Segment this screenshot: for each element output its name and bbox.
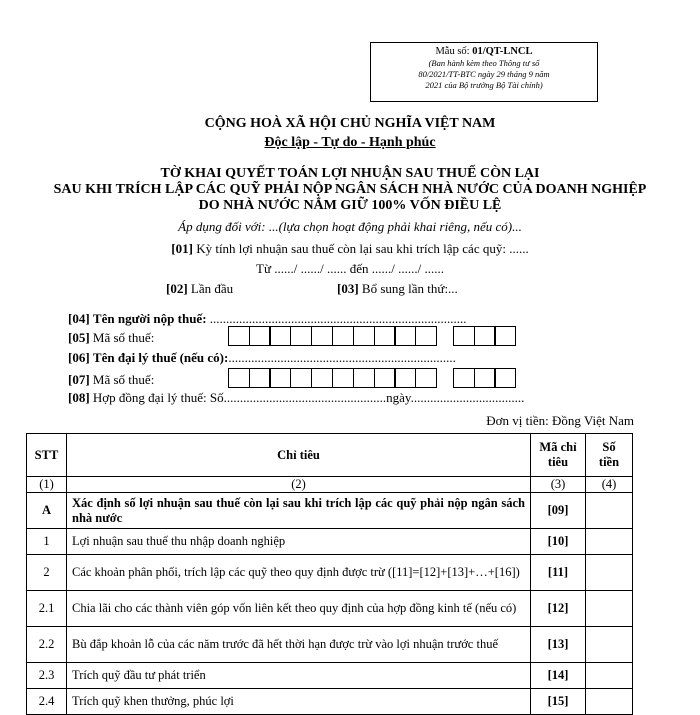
agent-name-field[interactable] — [68, 350, 456, 366]
digit-box[interactable] — [494, 326, 516, 346]
field-code: [08] — [68, 390, 90, 405]
row-amount-cell[interactable] — [586, 591, 633, 627]
digit-box[interactable] — [290, 368, 312, 388]
supplement-code: [03] — [337, 281, 359, 296]
row-text: Bù đắp khoản lỗ của các năm trước đã hết thời hạn được trừ vào lợi nhuận trước thuế — [67, 627, 531, 663]
col-number: (1) — [27, 477, 67, 493]
form-note-line: 2021 của Bộ trưởng Bộ Tài chính) — [425, 80, 543, 90]
form-code-label: Mẫu số: — [435, 46, 470, 57]
digit-box[interactable] — [474, 368, 496, 388]
row-text: Các khoản phân phối, trích lập các quỹ theo quy định được trừ ([11]=[12]+[13]+…+[16]) — [67, 555, 531, 591]
digit-box[interactable] — [453, 368, 475, 388]
row-stt: A — [27, 493, 67, 529]
header-amount: Số tiền — [586, 434, 633, 477]
row-code: [14] — [531, 663, 586, 689]
supplement-label: Bổ sung lần thứ:... — [361, 281, 458, 296]
col-number: (2) — [67, 477, 531, 493]
field-label: Mã số thuế: — [92, 372, 155, 387]
digit-box[interactable] — [353, 368, 375, 388]
digit-box[interactable] — [394, 326, 416, 346]
row-amount-cell[interactable] — [586, 689, 633, 715]
first-time-label: Lần đầu — [190, 281, 234, 296]
digit-box[interactable] — [269, 326, 291, 346]
row-text: Trích quỹ đầu tư phát triển — [67, 663, 531, 689]
form-code — [371, 46, 597, 58]
form-code-value: 01/QT-LNCL — [472, 46, 533, 57]
currency-unit: Đơn vị tiền: Đồng Việt Nam — [486, 413, 634, 428]
row-code: [12] — [531, 591, 586, 627]
title-line-1: TỜ KHAI QUYẾT TOÁN LỢI NHUẬN SAU THUẾ CÒN LẠI — [160, 166, 540, 181]
row-amount-cell[interactable] — [586, 663, 633, 689]
digit-box[interactable] — [415, 326, 437, 346]
row-stt: 2.4 — [27, 689, 67, 715]
col-number: (4) — [586, 477, 633, 493]
digit-box[interactable] — [311, 326, 333, 346]
header-stt: STT — [27, 434, 67, 477]
taxpayer-tin-label — [68, 330, 154, 346]
table-row — [27, 493, 633, 529]
col-number: (3) — [531, 477, 586, 493]
field-dots: ............................................................................... — [206, 311, 467, 326]
field-label: Mã số thuế: — [92, 330, 155, 345]
apply-note: Áp dụng đối với: ...(lựa chọn hoạt động phải khai riêng, nếu có)... — [178, 219, 522, 234]
national-name: CỘNG HOÀ XÃ HỘI CHỦ NGHĨA VIỆT NAM — [204, 116, 496, 131]
row-stt: 2.2 — [27, 627, 67, 663]
digit-box[interactable] — [311, 368, 333, 388]
table-row — [27, 529, 633, 555]
digit-box[interactable] — [374, 326, 396, 346]
period-line — [0, 241, 700, 257]
digit-box[interactable] — [332, 368, 354, 388]
row-code: [10] — [531, 529, 586, 555]
taxpayer-name-field[interactable] — [68, 311, 467, 327]
row-amount-cell[interactable] — [586, 555, 633, 591]
table-row — [27, 627, 633, 663]
first-time-code: [02] — [166, 281, 188, 296]
digit-box[interactable] — [474, 326, 496, 346]
field-label: Tên đại lý thuế (nếu có): — [92, 350, 229, 365]
row-stt: 2 — [27, 555, 67, 591]
digit-box[interactable] — [269, 368, 291, 388]
field-label: Hợp đồng đại lý thuế: Số — [92, 390, 224, 405]
header-code: Mã chỉ tiêu — [531, 434, 586, 477]
form-note-line: 80/2021/TT-BTC ngày 29 tháng 9 năm — [418, 69, 550, 79]
table-header-row — [27, 434, 633, 477]
field-code: [04] — [68, 311, 90, 326]
field-label: Tên người nộp thuế: — [92, 311, 207, 326]
row-stt: 2.1 — [27, 591, 67, 627]
table-row — [27, 591, 633, 627]
national-motto-wrap — [0, 133, 700, 151]
digit-box[interactable] — [228, 326, 250, 346]
row-text: Trích quỹ khen thưởng, phúc lợi — [67, 689, 531, 715]
digit-box[interactable] — [228, 368, 250, 388]
agent-branch-boxes[interactable] — [454, 368, 516, 388]
digit-box[interactable] — [332, 326, 354, 346]
national-motto: Độc lập - Tự do - Hạnh phúc — [264, 135, 436, 150]
period-text: Kỳ tính lợi nhuận sau thuế còn lại sau khi trích lập các quỹ: ...... — [196, 241, 529, 256]
digit-box[interactable] — [415, 368, 437, 388]
table-row — [27, 689, 633, 715]
row-code: [09] — [531, 493, 586, 529]
row-text: Lợi nhuận sau thuế thu nhập doanh nghiệp — [67, 529, 531, 555]
digit-box[interactable] — [290, 326, 312, 346]
agent-tin-boxes[interactable] — [229, 368, 437, 388]
row-code: [15] — [531, 689, 586, 715]
row-code: [11] — [531, 555, 586, 591]
form-note-line: (Ban hành kèm theo Thông tư số — [428, 58, 540, 68]
taxpayer-tin-boxes[interactable] — [229, 326, 437, 346]
row-stt: 2.3 — [27, 663, 67, 689]
taxpayer-branch-boxes[interactable] — [454, 326, 516, 346]
row-amount-cell[interactable] — [586, 529, 633, 555]
table-row — [27, 555, 633, 591]
settlement-table — [26, 433, 633, 715]
field-dots: ..................................................ngày................................... — [223, 390, 525, 405]
row-amount-cell[interactable] — [586, 493, 633, 529]
row-stt: 1 — [27, 529, 67, 555]
table-row — [27, 663, 633, 689]
first-time-option[interactable] — [166, 281, 233, 297]
row-amount-cell[interactable] — [586, 627, 633, 663]
form-code-box — [370, 42, 598, 102]
period-range: Từ ....../ ....../ ...... đến ....../ ....../ ...... — [256, 261, 444, 276]
title-line-2: SAU KHI TRÍCH LẬP CÁC QUỸ PHẢI NỘP NGÂN SÁCH NHÀ NƯỚC CỦA DOANH NGHIỆP — [53, 182, 647, 197]
field-code: [06] — [68, 350, 90, 365]
header-indicator: Chỉ tiêu — [67, 434, 531, 477]
title-line-3: DO NHÀ NƯỚC NẮM GIỮ 100% VỐN ĐIỀU LỆ — [198, 198, 502, 213]
field-code: [07] — [68, 372, 90, 387]
field-code: [05] — [68, 330, 90, 345]
digit-box[interactable] — [353, 326, 375, 346]
period-code: [01] — [171, 241, 193, 256]
column-number-row — [27, 477, 633, 493]
digit-box[interactable] — [494, 368, 516, 388]
row-text: Chia lãi cho các thành viên góp vốn liên kết theo quy định của hợp đồng kinh tế (nếu có) — [67, 591, 531, 627]
digit-box[interactable] — [249, 368, 271, 388]
supplement-option[interactable] — [337, 281, 458, 297]
agent-tin-label — [68, 372, 154, 388]
agent-contract-field[interactable] — [68, 390, 524, 406]
digit-box[interactable] — [453, 326, 475, 346]
digit-box[interactable] — [374, 368, 396, 388]
row-code: [13] — [531, 627, 586, 663]
field-dots: ...................................................................... — [228, 350, 456, 365]
row-text: Xác định số lợi nhuận sau thuế còn lại sau khi trích lập các quỹ phải nộp ngân sách nhà nước — [67, 493, 531, 529]
digit-box[interactable] — [394, 368, 416, 388]
digit-box[interactable] — [249, 326, 271, 346]
